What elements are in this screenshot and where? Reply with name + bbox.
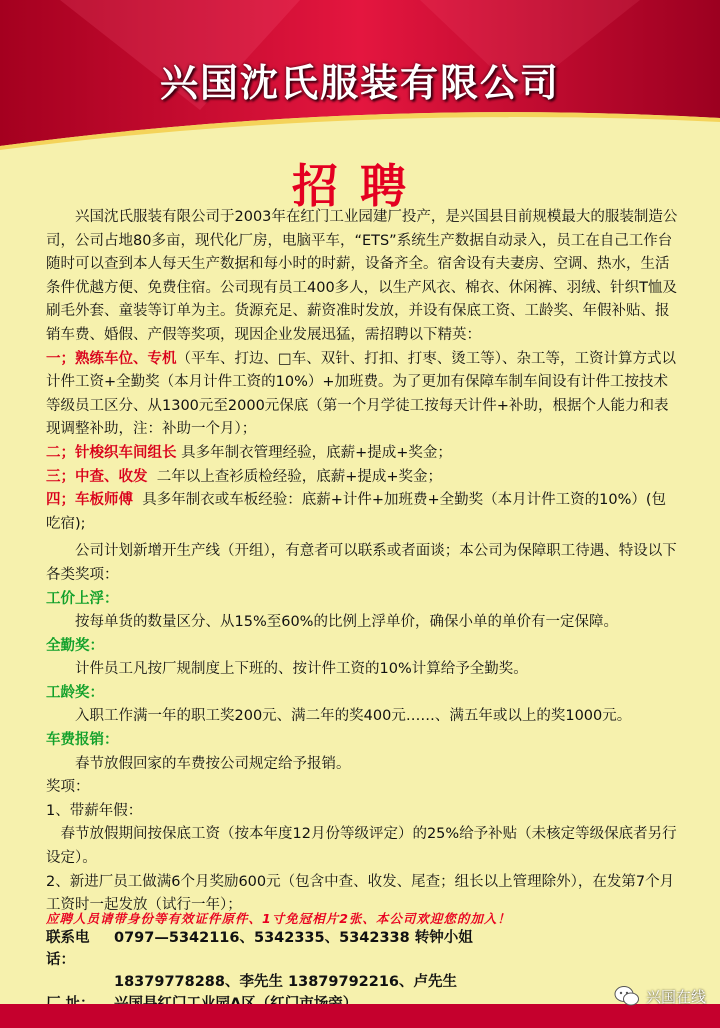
benefit-text: 入职工作满一年的职工奖200元、满二年的奖400元……、满五年或以上的奖1000元。 (75, 708, 632, 725)
benefit-text: 计件员工凡按厂规制度上下班的、按计件工资的10%计算给予全勤奖。 (75, 661, 528, 678)
application-notice: 应聘人员请带身份等有效证件原件、1寸免冠相片2张、本公司欢迎您的加入！ (46, 911, 511, 926)
phone-label: 联系电话： (46, 930, 90, 968)
position-text: 具多年制衣管理经验，底薪+提成+奖金； (181, 444, 452, 461)
phone-numbers: 0797—5342116、5342335、5342338 转钟小姐 (114, 930, 473, 946)
benefit-label: 车费报销： (46, 732, 119, 749)
position-label: 一；熟练车位、专机 (46, 350, 177, 367)
benefit-label: 工龄奖： (46, 684, 104, 701)
position-label: 三；中查、收发 (46, 468, 148, 485)
award-1-text: 春节放假期间按保底工资（按本年度12月份等级评定）的25%给予补贴（未核定等级保底者另行设定）。 (46, 826, 677, 867)
page-title: 招聘 (292, 159, 428, 213)
benefit-label: 工价上浮： (46, 590, 119, 607)
position-label: 二；针梭织车间组长 (46, 444, 177, 461)
footer-bar (0, 1004, 720, 1028)
award-2-text: 2、新进厂员工做满6个月奖励600元（包含中查、收发、尾查；组长以上管理除外），在发第7个月工资时一起发放（试行一年）； (46, 873, 675, 914)
plan-paragraph: 公司计划新增开生产线（开组），有意者可以联系或者面谈；本公司为保障职工待遇、特设以下各类奖项： (46, 543, 677, 583)
company-title: 兴国沈氏服装有限公司 (159, 61, 560, 105)
watermark (614, 985, 706, 1007)
job-posting-body (46, 206, 680, 918)
award-1-title: 1、带薪年假： (46, 802, 143, 819)
position-item (46, 442, 680, 466)
position-text: 具多年制衣或车板经验：底薪+计件+加班费+全勤奖（本月计件工资的10%）(包吃宿); (46, 492, 667, 532)
benefit-text: 春节放假回家的车费按公司规定给予报销。 (75, 755, 351, 772)
position-item (46, 466, 680, 490)
position-text: 二年以上查衫质检经验，底薪+提成+奖金； (156, 468, 443, 485)
header-banner (0, 0, 720, 150)
position-text: （平车、打边、□车、双针、打扣、打枣、烫工等）、杂工等，工资计算方式以计件工资+全勤奖（本月计件工资的10%）+加班费。为了更加有保障车制车间设有计件工按技术等级员工区分、从1300元至2000元保底（第一个月学徒工按每天计件+补助，根据个人能力和表现调整补助，注：补助一个月）； (46, 350, 676, 438)
chat-bubble-icon (614, 985, 640, 1007)
mobile-numbers: 18379778288、李先生 13879792216、卢先生 (114, 974, 458, 990)
position-label: 四；车板师傅 (46, 492, 133, 509)
position-item (46, 348, 680, 442)
awards-label: 奖项： (46, 779, 90, 796)
watermark-text: 兴国在线 (645, 987, 706, 1006)
contact-block (46, 927, 646, 1015)
benefit-label: 全勤奖： (46, 637, 104, 654)
position-item (46, 489, 680, 536)
intro-paragraph: 兴国沈氏服装有限公司于2003年在红门工业园建厂投产，是兴国县目前规模最大的服装制造公司，公司占地80多亩，现代化厂房，电脑平车，“ETS”系统生产数据自动录入，员工在自己工作台随时可以查到本人每天生产数据和每小时的时薪，设备齐全。宿舍设有夫妻房、空调、热水，生活条件优越方便、免费住宿。公司现有员工400多人，以生产风衣、棉衣、休闲裤、羽绒、针织T恤及刷毛外套、童装等订单为主。货源充足、薪资准时发放，并设有保底工资、工龄奖、年假补贴、报销车费、婚假、产假等奖项，现因企业发展迅猛，需招聘以下精英： (46, 209, 678, 343)
benefit-text: 按每单货的数量区分、从15%至60%的比例上浮单价，确保小单的单价有一定保障。 (75, 614, 618, 631)
